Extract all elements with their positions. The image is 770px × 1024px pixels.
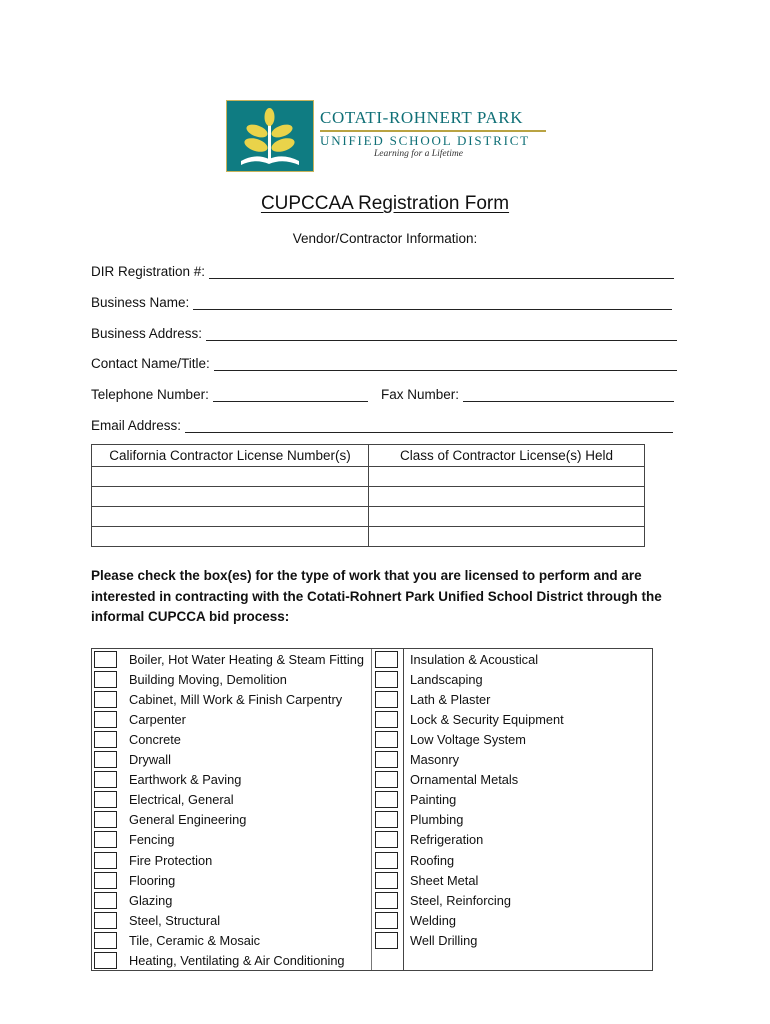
dir-registration-label: DIR Registration #: — [91, 264, 206, 279]
work-type-label: Ornamental Metals — [410, 772, 519, 788]
work-type-label: Fire Protection — [129, 852, 213, 868]
work-type-checkbox[interactable] — [94, 892, 117, 909]
work-type-item — [375, 709, 564, 729]
work-type-checkbox[interactable] — [94, 651, 117, 668]
work-type-item — [375, 890, 511, 910]
work-type-label: Building Moving, Demolition — [129, 671, 287, 687]
instructions-text: Please check the box(es) for the type of work that you are licensed to perform and are interested in contracting with the Cotati-Rohnert Park Unified School District through the informal CUPCCA bid process: — [91, 568, 662, 624]
work-type-checkbox[interactable] — [375, 912, 398, 929]
email-label: Email Address: — [91, 418, 182, 433]
plant-sprout-icon — [226, 100, 314, 172]
work-type-item — [94, 910, 220, 930]
business-address-line[interactable] — [206, 327, 677, 341]
dir-registration-field[interactable] — [91, 261, 674, 279]
work-type-checkbox[interactable] — [94, 952, 117, 969]
work-type-checkbox[interactable] — [94, 751, 117, 768]
work-type-checkbox[interactable] — [94, 671, 117, 688]
work-type-label: Glazing — [129, 892, 173, 908]
district-logo — [226, 100, 556, 172]
work-type-item — [375, 729, 526, 749]
work-type-checkbox[interactable] — [94, 831, 117, 848]
work-type-item — [94, 951, 345, 971]
work-type-label: Heating, Ventilating & Air Conditioning — [129, 953, 345, 968]
work-type-item — [375, 649, 538, 669]
work-type-label: Roofing — [410, 852, 455, 868]
contact-label: Contact Name/Title: — [91, 356, 210, 371]
work-type-item — [375, 689, 490, 709]
work-type-checkbox[interactable] — [94, 852, 117, 869]
work-type-label: Boiler, Hot Water Heating & Steam Fitting — [129, 651, 364, 667]
work-type-label: General Engineering — [129, 812, 247, 828]
business-name-label: Business Name: — [91, 295, 190, 310]
license-number-header: California Contractor License Number(s) — [92, 445, 369, 467]
work-type-item — [94, 830, 175, 850]
license-table — [91, 444, 645, 547]
work-type-item — [94, 930, 260, 950]
fax-line[interactable] — [463, 388, 674, 402]
work-type-label: Steel, Reinforcing — [410, 892, 512, 908]
telephone-line[interactable] — [213, 388, 368, 402]
work-type-checkbox[interactable] — [94, 912, 117, 929]
work-type-item — [375, 790, 456, 810]
work-type-checkbox[interactable] — [375, 872, 398, 889]
column-divider — [371, 649, 372, 970]
work-type-checkbox[interactable] — [375, 651, 398, 668]
work-type-label: Low Voltage System — [410, 731, 526, 747]
work-type-label: Well Drilling — [410, 932, 478, 948]
work-type-label: Steel, Structural — [129, 912, 221, 928]
work-type-item — [94, 709, 186, 729]
work-type-label: Welding — [410, 912, 457, 928]
work-type-item — [94, 870, 175, 890]
work-type-label: Drywall — [129, 752, 171, 767]
work-type-label: Cabinet, Mill Work & Finish Carpentry — [129, 691, 343, 707]
page-title-text: CUPCCAA Registration Form — [260, 193, 510, 214]
work-type-label: Earthwork & Paving — [129, 772, 242, 788]
work-type-checkbox[interactable] — [375, 932, 398, 949]
work-type-checkbox[interactable] — [94, 691, 117, 708]
work-type-label: Carpenter — [129, 711, 186, 727]
license-table-header — [92, 445, 645, 467]
work-type-item — [94, 729, 181, 749]
work-type-item — [375, 669, 483, 689]
work-type-item — [375, 810, 463, 830]
work-type-checkbox[interactable] — [375, 771, 398, 788]
work-type-label: Sheet Metal — [410, 872, 479, 888]
work-type-label: Concrete — [129, 731, 181, 747]
work-type-checkbox[interactable] — [94, 932, 117, 949]
section-subtitle: Vendor/Contractor Information: — [292, 231, 478, 246]
work-type-label: Lock & Security Equipment — [410, 711, 564, 727]
work-type-item — [375, 770, 518, 790]
dir-registration-line[interactable] — [209, 265, 674, 279]
work-type-checkbox[interactable] — [94, 731, 117, 748]
business-address-field[interactable] — [91, 323, 677, 341]
telephone-label: Telephone Number: — [91, 387, 209, 402]
work-type-item — [94, 669, 287, 689]
license-class-header: Class of Contractor License(s) Held — [369, 445, 645, 467]
work-type-item — [94, 770, 241, 790]
work-type-checkbox[interactable] — [375, 831, 398, 848]
fax-label: Fax Number: — [381, 387, 460, 402]
work-type-checkbox[interactable] — [94, 771, 117, 788]
license-number-cell[interactable] — [92, 507, 369, 527]
logo-rule — [320, 130, 546, 132]
table-row — [92, 467, 645, 487]
fax-field[interactable] — [381, 384, 674, 402]
license-class-cell[interactable] — [369, 467, 645, 487]
telephone-field[interactable] — [91, 384, 368, 402]
work-type-label: Fencing — [129, 832, 175, 848]
logo-district: UNIFIED SCHOOL DISTRICT — [320, 133, 530, 148]
work-type-checkbox[interactable] — [94, 711, 117, 728]
work-type-table — [91, 648, 653, 971]
work-type-label: Tile, Ceramic & Mosaic — [129, 932, 261, 948]
work-type-label: Plumbing — [410, 812, 464, 828]
work-type-item — [94, 649, 364, 669]
work-type-checkbox[interactable] — [94, 811, 117, 828]
work-type-item — [94, 810, 246, 830]
email-line[interactable] — [185, 419, 673, 433]
work-type-item — [94, 890, 172, 910]
work-type-label: Electrical, General — [129, 792, 234, 808]
work-type-label: Lath & Plaster — [410, 691, 491, 707]
work-type-item — [375, 750, 459, 770]
business-name-line[interactable] — [193, 296, 672, 310]
work-type-item — [375, 910, 456, 930]
table-row — [92, 487, 645, 507]
work-type-label: Landscaping — [410, 671, 483, 687]
business-address-label: Business Address: — [91, 326, 203, 341]
work-type-label: Insulation & Acoustical — [410, 651, 539, 667]
work-type-checkbox[interactable] — [375, 751, 398, 768]
work-type-checkbox[interactable] — [375, 731, 398, 748]
work-type-checkbox[interactable] — [375, 711, 398, 728]
work-type-item — [94, 850, 212, 870]
license-class-cell[interactable] — [369, 487, 645, 507]
contact-field[interactable] — [91, 353, 677, 371]
license-number-cell[interactable] — [92, 487, 369, 507]
logo-name: COTATI-ROHNERT PARK — [320, 108, 524, 127]
work-type-label: Painting — [410, 792, 457, 808]
work-type-item — [375, 830, 483, 850]
work-type-item — [94, 790, 234, 810]
work-type-item — [375, 870, 478, 890]
license-number-cell[interactable] — [92, 527, 369, 547]
work-type-checkbox[interactable] — [375, 691, 398, 708]
work-type-checkbox[interactable] — [375, 791, 398, 808]
contact-line[interactable] — [214, 357, 677, 371]
work-type-item — [94, 750, 171, 770]
page-title — [0, 193, 770, 215]
email-field[interactable] — [91, 415, 673, 433]
table-row — [92, 507, 645, 527]
license-number-cell[interactable] — [92, 467, 369, 487]
work-type-item — [375, 930, 477, 950]
work-type-item — [375, 850, 454, 870]
work-type-label: Refrigeration — [410, 832, 484, 848]
license-class-cell[interactable] — [369, 527, 645, 547]
work-type-checkbox[interactable] — [375, 852, 398, 869]
license-class-cell[interactable] — [369, 507, 645, 527]
work-type-label: Masonry — [410, 752, 460, 767]
logo-tagline: Learning for a Lifetime — [374, 149, 463, 159]
work-type-label: Flooring — [129, 872, 176, 888]
table-row — [92, 527, 645, 547]
work-type-checkbox[interactable] — [94, 872, 117, 889]
work-type-checkbox[interactable] — [375, 671, 398, 688]
business-name-field[interactable] — [91, 292, 672, 310]
work-type-checkbox[interactable] — [94, 791, 117, 808]
work-type-checkbox[interactable] — [375, 811, 398, 828]
work-type-checkbox[interactable] — [375, 892, 398, 909]
work-type-item — [94, 689, 342, 709]
